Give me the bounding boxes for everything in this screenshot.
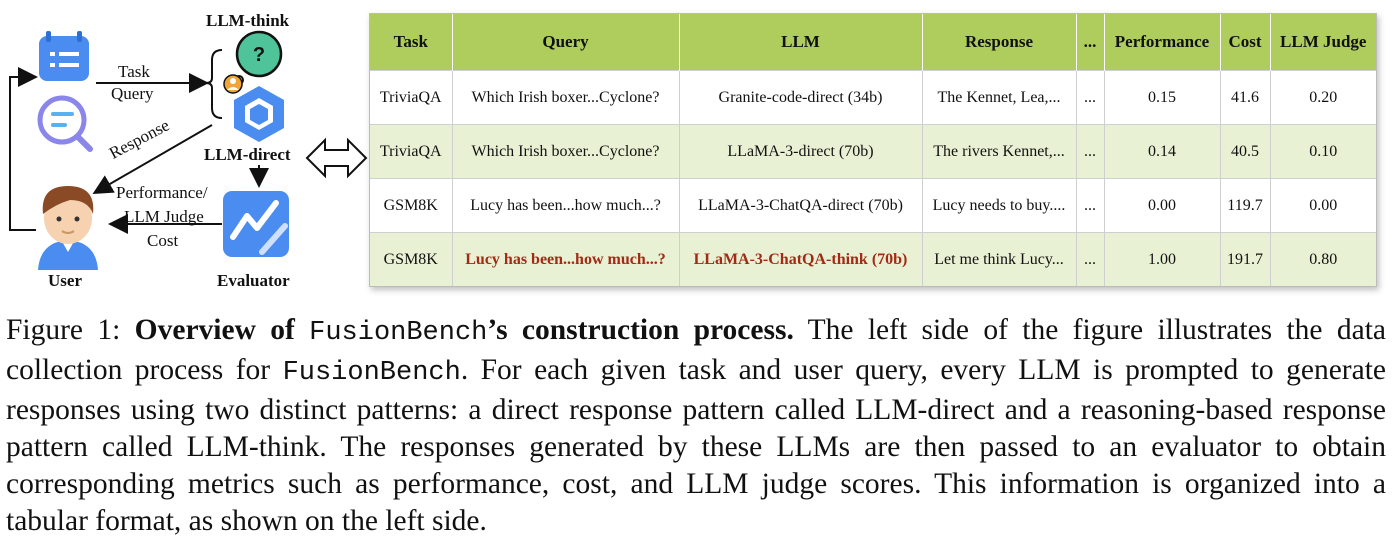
cell-query: Lucy has been...how much...? (452, 179, 679, 233)
task-label: Task (118, 62, 150, 81)
cell-performance: 0.00 (1104, 179, 1220, 233)
caption-text-1: The left side of the figure illustrates the data collection process for (6, 314, 1386, 386)
llm-judge-label: LLM Judge (124, 207, 204, 226)
mini-user-icon (224, 75, 242, 93)
header-task: Task (370, 14, 452, 71)
llm-think-label: LLM-think (206, 11, 290, 30)
header-performance: Performance (1104, 14, 1220, 71)
table-row (370, 125, 1376, 179)
table-row (370, 71, 1376, 125)
cell-judge: 0.80 (1270, 233, 1376, 287)
caption-title-mono: FusionBench (309, 318, 488, 348)
cell-judge: 0.10 (1270, 125, 1376, 179)
cell-judge: 0.00 (1270, 179, 1376, 233)
cell-performance: 0.15 (1104, 71, 1220, 125)
evaluator-icon (223, 191, 289, 257)
cell-cost: 119.7 (1220, 179, 1270, 233)
cell-performance: 0.14 (1104, 125, 1220, 179)
header-ellipsis: ... (1076, 14, 1104, 71)
header-llm: LLM (679, 14, 922, 71)
table-row (370, 179, 1376, 233)
cell-ellipsis: ... (1076, 179, 1104, 233)
cell-response: Lucy needs to buy.... (922, 179, 1076, 233)
caption-title-a: Overview of (134, 314, 310, 346)
cell-query: Which Irish boxer...Cyclone? (452, 125, 679, 179)
caption-title-b: ’s construction process. (487, 314, 794, 346)
cell-cost: 41.6 (1220, 71, 1270, 125)
search-chat-icon (40, 98, 90, 149)
header-response: Response (922, 14, 1076, 71)
cell-ellipsis: ... (1076, 125, 1104, 179)
response-label: Response (106, 115, 173, 163)
header-cost: Cost (1220, 14, 1270, 71)
cell-llm: LLaMA-3-ChatQA-direct (70b) (679, 179, 922, 233)
user-avatar-icon (38, 186, 98, 270)
cell-judge: 0.20 (1270, 71, 1376, 125)
cell-ellipsis: ... (1076, 233, 1104, 287)
results-table (369, 13, 1377, 287)
cell-response: Let me think Lucy... (922, 233, 1076, 287)
cell-task: TriviaQA (370, 125, 452, 179)
cell-llm-highlighted: LLaMA-3-ChatQA-think (70b) (679, 233, 922, 287)
table-row (370, 233, 1376, 287)
performance-label: Performance/ (116, 183, 208, 202)
llm-direct-label: LLM-direct (204, 145, 291, 164)
cell-task: GSM8K (370, 233, 452, 287)
cell-llm: Granite-code-direct (34b) (679, 71, 922, 125)
double-arrow-icon (307, 140, 366, 176)
cell-response: The Kennet, Lea,... (922, 71, 1076, 125)
header-query: Query (452, 14, 679, 71)
cell-response: The rivers Kennet,... (922, 125, 1076, 179)
query-label: Query (111, 84, 154, 103)
cell-query: Which Irish boxer...Cyclone? (452, 71, 679, 125)
figure-caption (6, 312, 1386, 540)
table-header-row (370, 14, 1376, 71)
cell-cost: 191.7 (1220, 233, 1270, 287)
caption-text-2: . For each given task and user query, every LLM is prompted to generate responses using two distinct patterns: a direct response pattern called LLM-direct and a reasoning-based response pattern called LLM-think. The responses generated by these LLMs are then passed to an evaluator to obtain corresponding metrics such as performance, cost, and LLM judge scores. This information is organized into a tabular format, as shown on the left side. (6, 354, 1386, 537)
cell-task: TriviaQA (370, 71, 452, 125)
cell-task: GSM8K (370, 179, 452, 233)
cube-icon (234, 86, 284, 142)
cell-llm: LLaMA-3-direct (70b) (679, 125, 922, 179)
caption-label: Figure 1: (6, 314, 135, 346)
calendar-icon (39, 31, 89, 81)
evaluator-label: Evaluator (217, 271, 290, 290)
header-llm-judge: LLM Judge (1270, 14, 1376, 71)
question-mark: ? (252, 44, 266, 66)
cell-ellipsis: ... (1076, 71, 1104, 125)
user-label: User (48, 271, 82, 290)
cost-label: Cost (147, 231, 179, 250)
cell-query-highlighted: Lucy has been...how much...? (452, 233, 679, 287)
diagram-graphics (0, 0, 370, 300)
pipeline-diagram (0, 0, 370, 300)
cell-cost: 40.5 (1220, 125, 1270, 179)
cell-performance: 1.00 (1104, 233, 1220, 287)
caption-mono-2: FusionBench (282, 358, 461, 388)
